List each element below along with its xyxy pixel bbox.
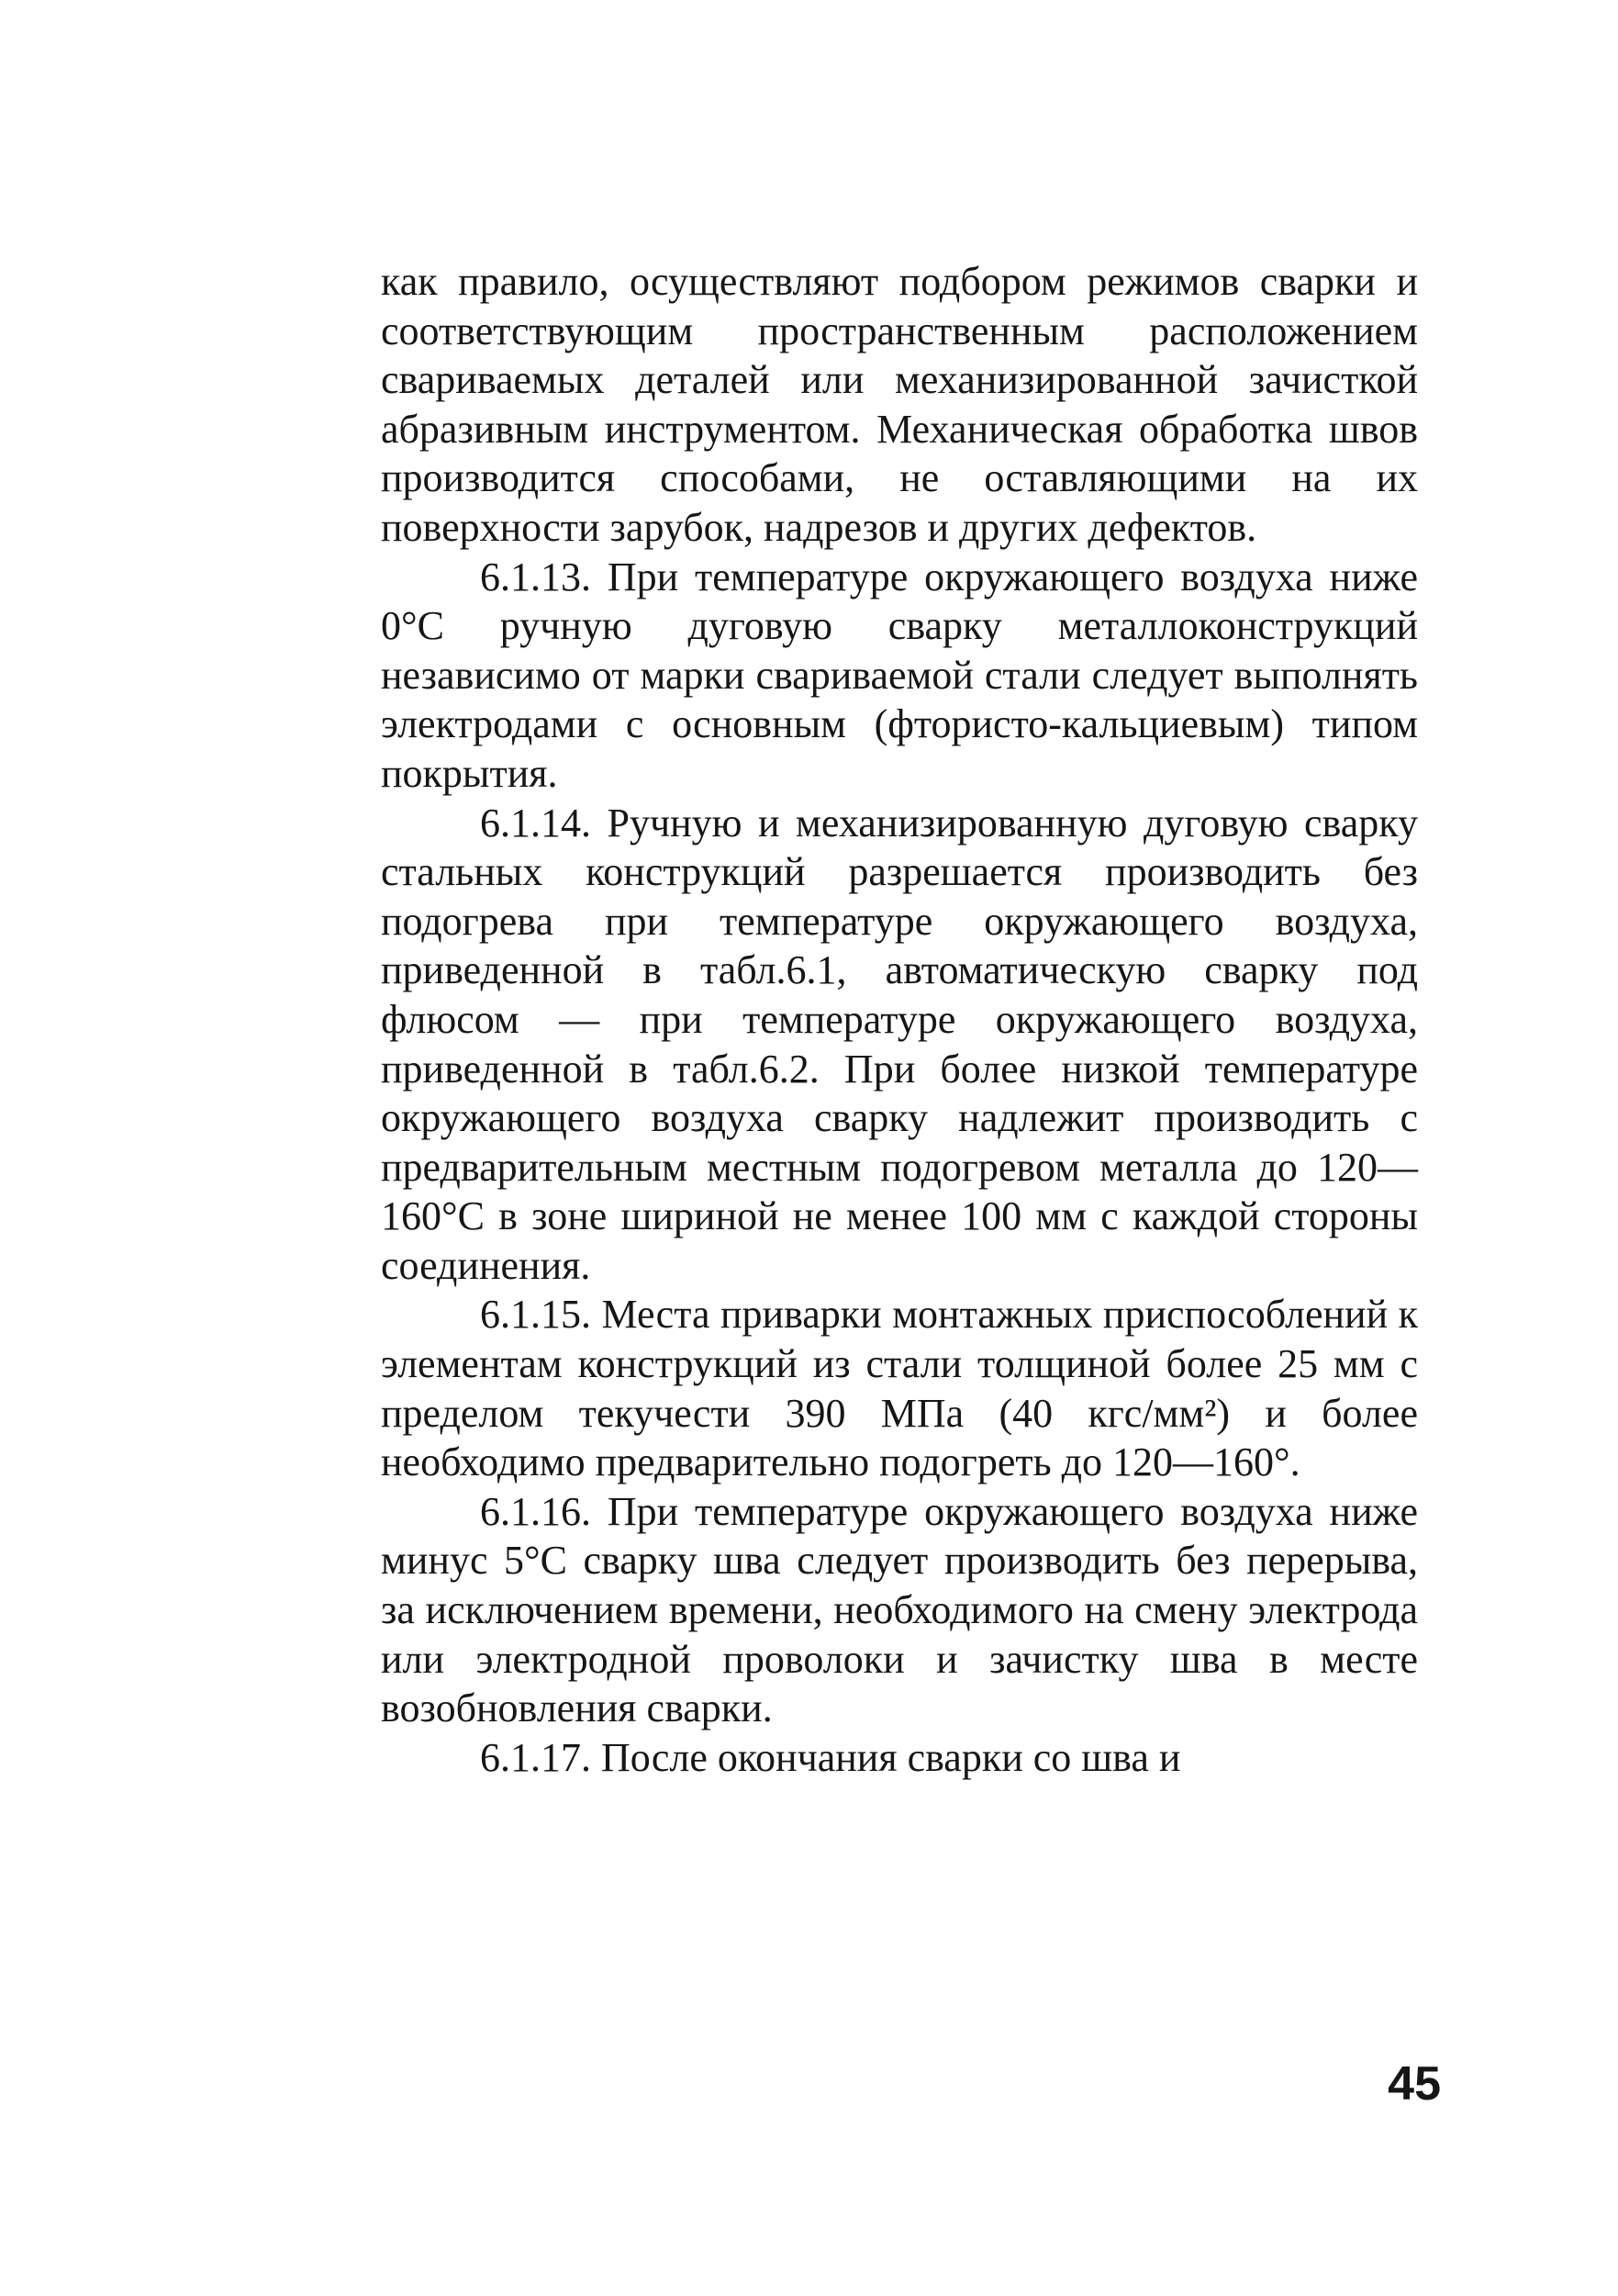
paragraph-6-1-15: 6.1.15. Места приварки монтажных приспособлений к элементам конструкций из стали толщиной более 25 мм с пределом текучести 390 МПа (40 кгс/мм²) и более необходимо предварительно подогреть до 120—160°. [381,1292,1418,1485]
paragraph-continuation: как правило, осуществляют подбором режимов сварки и соответствующим пространственным расположением свариваемых деталей или механизированной зачисткой абразивным инструментом. Механическая обработка швов производится способами, не оставляющими на их поверхности зарубок, надрезов и других дефектов. [381,259,1418,550]
paragraph-6-1-16: 6.1.16. При температуре окружающего воздуха ниже минус 5°С сварку шва следует производить без перерыва, за исключением времени, необходимого на смену электрода или электродной проволоки и зачистку шва в месте возобновления сварки. [381,1488,1418,1731]
body-text [381,257,1418,1782]
paragraph-6-1-13: 6.1.13. При температуре окружающего воздуха ниже 0°С ручную дуговую сварку металлоконструкций независимо от марки свариваемой стали следует выполнять электродами с основным (фтористо-кальциевым) типом покрытия. [381,554,1418,796]
paragraph-6-1-17: 6.1.17. После окончания сварки со шва и [480,1734,1181,1780]
page-number: 45 [1388,2057,1441,2111]
paragraph-6-1-14: 6.1.14. Ручную и механизированную дуговую сварку стальных конструкций разрешается производить без подогрева при температуре окружающего воздуха, приведенной в табл.6.1, автоматическую сварку под флюсом — при температуре окружающего воздуха, приведенной в табл.6.2. При более низкой температуре окружающего воздуха сварку надлежит производить с предварительным местным подогревом металла до 120—160°С в зоне шириной не менее 100 мм с каждой стороны соединения. [381,800,1418,1288]
